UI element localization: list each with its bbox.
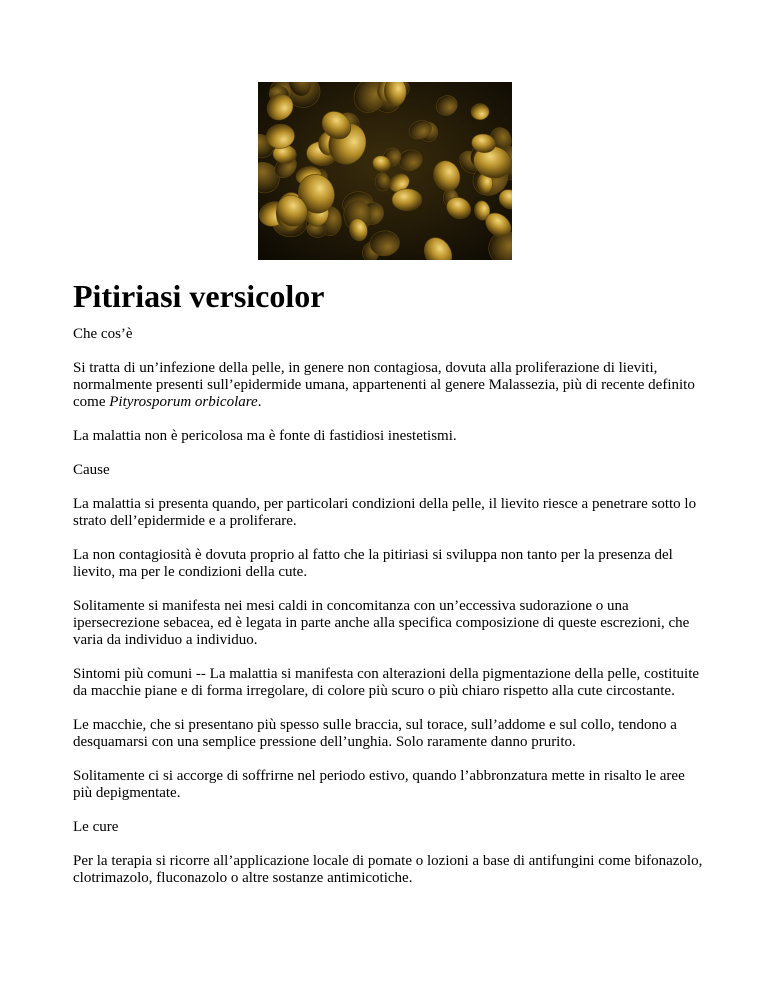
paragraph-therapy: Per la terapia si ricorre all’applicazione locale di pomate o lozioni a base di antifungini come bifonazolo, clotrimazolo, fluconazolo o altre sostanze antimicotiche. — [73, 853, 703, 886]
paragraph-definition — [73, 360, 703, 411]
paragraph-not-dangerous: La malattia non è pericolosa ma è fonte di fastidiosi inestetismi. — [73, 428, 457, 444]
section-heading-what: Che cos’è — [73, 326, 133, 342]
yeast-cell — [392, 189, 422, 211]
paragraph-non-contagious: La non contagiosità è dovuta proprio al fatto che la pitiriasi si sviluppa non tanto per la presenza del lievito, ma per le condizioni della cute. — [73, 547, 673, 580]
paragraph-summer: Solitamente ci si accorge di soffrirne nel periodo estivo, quando l’abbronzatura mette in risalto le aree più depigmentate. — [73, 768, 685, 801]
yeast-cell — [471, 104, 489, 120]
section-heading-cure: Le cure — [73, 819, 119, 835]
yeast-cells-illustration — [258, 82, 512, 260]
species-name: Pityrosporum orbicolare — [109, 394, 258, 410]
page-title: Pitiriasi versicolor — [73, 278, 325, 314]
paragraph-definition-end: . — [257, 394, 262, 410]
paragraph-definition-text: Si tratta di un’infezione della pelle, in genere non contagiosa, dovuta alla proliferazione di lieviti, normalmente presenti sull’epidermide umana, appartenenti al genere Malassezia, più di recente definito come — [73, 360, 695, 410]
paragraph-spots: Le macchie, che si presentano più spesso sulle braccia, sul torace, sull’addome e sul collo, tendono a desquamarsi con una semplice pressione dell’unghia. Solo raramente danno prurito. — [73, 717, 677, 750]
article-content — [73, 277, 703, 904]
section-heading-cause: Cause — [73, 462, 110, 478]
yeast-cells-image — [258, 82, 512, 260]
paragraph-symptoms: Sintomi più comuni -- La malattia si manifesta con alterazioni della pigmentazione della pelle, costituite da macchie piane e di forma irregolare, di colore più scuro o più chiaro rispetto alla cute circostante. — [73, 666, 700, 699]
paragraph-season: Solitamente si manifesta nei mesi caldi in concomitanza con un’eccessiva sudorazione o una ipersecrezione sebacea, ed è legata in parte anche alla specifica composizione di queste escrezioni, che varia da individuo a individuo. — [73, 598, 690, 648]
paragraph-cause: La malattia si presenta quando, per particolari condizioni della pelle, il lievito riesce a penetrare sotto lo strato dell’epidermide e a proliferare. — [73, 496, 697, 529]
